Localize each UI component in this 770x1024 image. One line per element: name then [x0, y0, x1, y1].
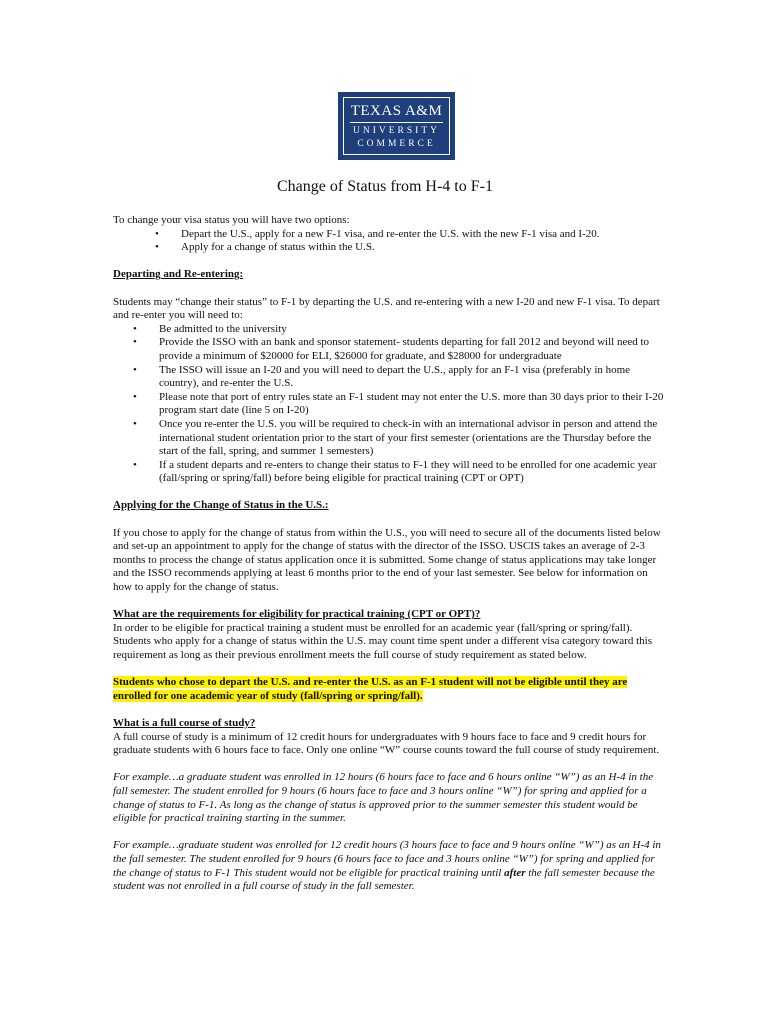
university-logo [338, 92, 455, 160]
logo-line-1: TEXAS A&M [350, 103, 443, 119]
departing-text: Students may “change their status” to F-1 by departing the U.S. and re-entering with a new I-20 and new F-1 visa. To depart and re-enter you will need to: [113, 295, 660, 322]
highlight-notice [113, 676, 665, 703]
full-course-heading: What is a full course of study? [113, 716, 256, 729]
logo-frame [343, 97, 450, 155]
applying-text: If you chose to apply for the change of status from within the U.S., you will need to secure all of the documents listed below and set-up an appointment to apply for the change of status with the director of the ISSO. USCIS takes an average of 2-3 months to process the change of status application once it is submitted. Some change of status applications may take longer and the ISSO recommends applying at least 6 months prior to the end of your last semester. See below for information on how to apply for the change of status. [113, 526, 661, 594]
departing-list [113, 323, 665, 486]
document-body [113, 214, 665, 894]
example-1: For example…a graduate student was enrolled in 12 hours (6 hours face to face and 6 hours online “W”) as an H-4 in the fall semester. The student enrolled for 9 hours (6 hours face to face and 3 hours online “W”) for spring and applied for a change of status to F-1. As long as the change of status is approved prior to the summer semester this student would be eligible for practical training starting in the summer. [113, 771, 654, 825]
bullet-icon: • [155, 227, 159, 240]
bullet-icon: • [133, 336, 137, 349]
requirements-text: In order to be eligible for practical training a student must be enrolled for an academic year (fall/spring or spring/fall). Students who apply for a change of status within the U.S. may count time spent under a different visa category toward this requirement as long as their previous enrollment meets the full course of study requirement as stated below. [113, 621, 652, 661]
list-item: • Be admitted to the university [133, 322, 287, 335]
logo-divider [350, 122, 443, 123]
highlight-text: Students who chose to depart the U.S. and re-enter the U.S. as an F-1 student will not be eligible until they are enrolled for one academic year of study (fall/spring or spring/fall). [113, 676, 628, 702]
bullet-icon: • [133, 390, 137, 403]
page-title: Change of Status from H-4 to F-1 [277, 178, 493, 195]
logo-line-2: UNIVERSITY [353, 126, 440, 136]
example-2: For example…graduate student was enrolled for 12 credit hours (3 hours face to face and 9 hours online “W”) as an H-4 in the fall semester. The student enrolled for 9 hours (6 hours face to face and 3 hours online “W”) for spring and applied for the change of status to F-1 This student would not be eligible for practical training until after the fall semester because the student was not enrolled in a full course of study in the fall semester. [113, 839, 661, 893]
bullet-icon: • [155, 241, 159, 254]
bullet-icon: • [133, 363, 137, 376]
emphasis-after: after [504, 866, 526, 879]
bullet-icon: • [133, 417, 137, 430]
bullet-icon: • [133, 458, 137, 471]
list-item: • Apply for a change of status within the U.S. [155, 241, 375, 254]
intro-text: To change your visa status you will have two options: [113, 214, 350, 226]
applying-heading: Applying for the Change of Status in the U.S.: [113, 499, 329, 512]
list-item: • Depart the U.S., apply for a new F-1 visa, and re-enter the U.S. with the new F-1 visa and I-20. [155, 227, 600, 240]
list-item: • Provide the ISSO with an bank and sponsor statement- students departing for fall 2012 and beyond will need to provide a minimum of $20000 for ELI, $26000 for graduate, and $28000 for undergraduate [133, 336, 650, 362]
bullet-icon: • [133, 322, 137, 335]
intro-options-list [113, 228, 665, 255]
requirements-heading: What are the requirements for eligibility for practical training (CPT or OPT)? [113, 608, 481, 621]
list-item: • Please note that port of entry rules state an F-1 student may not enter the U.S. more than 30 days prior to their I-20 program start date (line 5 on I-20) [133, 390, 664, 417]
list-item: • The ISSO will issue an I-20 and you will need to depart the U.S., apply for an F-1 visa (preferably in home country), and re-enter the U.S. [133, 363, 631, 390]
departing-heading: Departing and Re-entering: [113, 268, 244, 281]
list-item: • Once you re-enter the U.S. you will be required to check-in with an international advisor in person and attend the international student orientation prior to the start of your first semester (orientations are the Thursday before the start of the fall, spring, and summer 1 semesters) [133, 417, 658, 458]
list-item: • If a student departs and re-enters to change their status to F-1 they will need to be enrolled for one academic year (fall/spring or spring/fall) before being eligible for practical training (CPT or OPT) [133, 458, 657, 485]
logo-line-3: COMMERCE [357, 139, 436, 149]
full-course-text: A full course of study is a minimum of 12 credit hours for undergraduates with 9 hours face to face and 9 credit hours for graduate students with 6 hours face to face. Only one online “W” course counts toward the full course of study requirement. [113, 730, 660, 757]
